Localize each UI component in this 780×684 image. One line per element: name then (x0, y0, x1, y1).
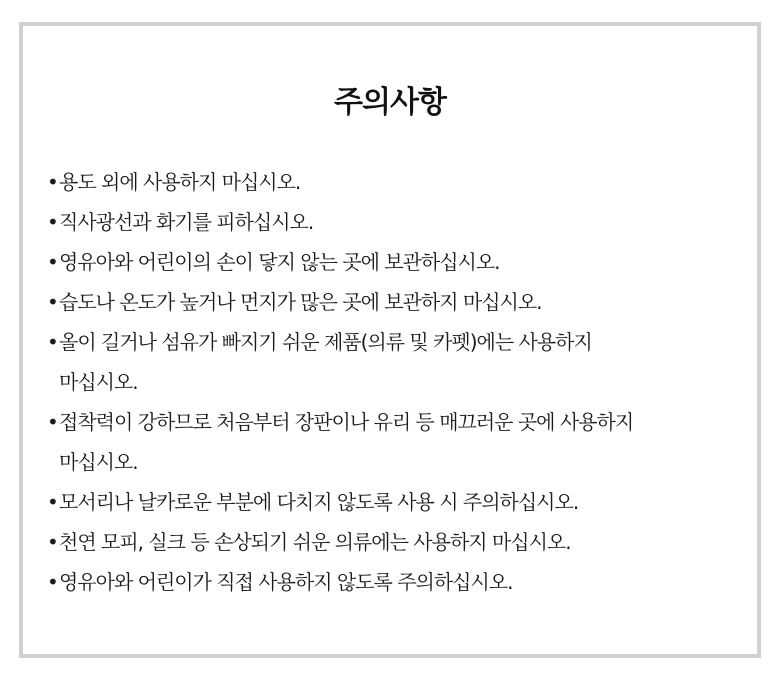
bullet-icon: • (47, 170, 58, 194)
list-item-text: 올이 길거나 섬유가 빠지기 쉬운 제품(의류 및 카펫)에는 사용하지 마십시오. (59, 330, 592, 394)
list-item-text: 모서리나 날카로운 부분에 다치지 않도록 사용 시 주의하십시오. (59, 490, 579, 514)
bullet-icon: • (47, 490, 58, 514)
list-item (47, 562, 747, 602)
bullet-icon: • (47, 330, 58, 354)
list-item (47, 242, 747, 282)
list-item (47, 522, 747, 562)
bullet-icon: • (47, 410, 58, 434)
list-item (47, 282, 747, 322)
list-item (47, 402, 747, 482)
list-item-text: 천연 모피, 실크 등 손상되기 쉬운 의류에는 사용하지 마십시오. (59, 530, 571, 554)
precautions-list (47, 162, 747, 602)
list-item-text: 접착력이 강하므로 처음부터 장판이나 유리 등 매끄러운 곳에 사용하지 마십시오. (59, 410, 634, 474)
list-item-text: 영유아와 어린이의 손이 닿지 않는 곳에 보관하십시오. (59, 250, 500, 274)
bullet-icon: • (47, 290, 58, 314)
bullet-icon: • (47, 250, 58, 274)
bullet-icon: • (47, 530, 58, 554)
list-item-text: 영유아와 어린이가 직접 사용하지 않도록 주의하십시오. (59, 570, 513, 594)
list-item-text: 직사광선과 화기를 피하십시오. (59, 210, 314, 234)
list-item (47, 322, 747, 402)
bullet-icon: • (47, 570, 58, 594)
notice-box (19, 22, 761, 658)
notice-title: 주의사항 (334, 85, 446, 120)
list-item (47, 202, 747, 242)
list-item-text: 용도 외에 사용하지 마십시오. (59, 170, 301, 194)
list-item-text: 습도나 온도가 높거나 먼지가 많은 곳에 보관하지 마십시오. (59, 290, 542, 314)
list-item (47, 162, 747, 202)
list-item (47, 482, 747, 522)
bullet-icon: • (47, 210, 58, 234)
